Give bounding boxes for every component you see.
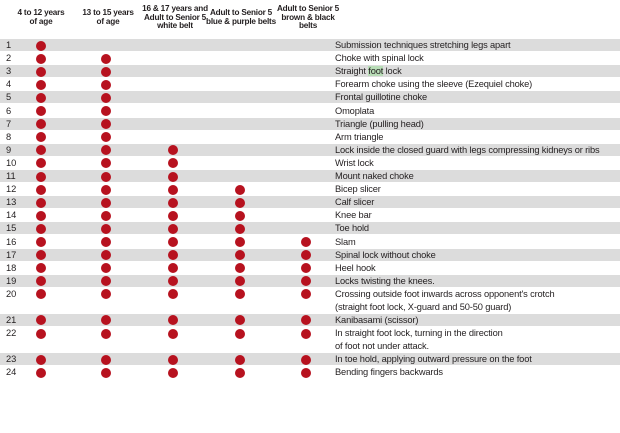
prohibited-dot (36, 145, 46, 155)
technique-text: Locks twisting the knees. (335, 275, 435, 286)
prohibited-dot (101, 250, 111, 260)
table-row (0, 274, 620, 287)
prohibited-dot (36, 158, 46, 168)
prohibited-dot (235, 237, 245, 247)
prohibited-dot (168, 315, 178, 325)
row-number: 1 (6, 40, 12, 50)
table-row (0, 169, 620, 182)
technique-text: (straight foot lock, X-guard and 50-50 guard) (335, 301, 512, 312)
prohibited-dot (101, 329, 111, 339)
table-row (0, 90, 620, 103)
prohibited-dot (101, 172, 111, 182)
technique-text: Omoplata (335, 105, 375, 116)
prohibited-dot (301, 263, 311, 273)
technique-text: Straight foot lock (335, 66, 402, 77)
technique-text: Bending fingers backwards (335, 367, 443, 378)
technique-text: Frontal guillotine choke (335, 92, 428, 103)
row-number: 23 (6, 354, 17, 364)
technique-text: Lock inside the closed guard with legs compressing kidneys or ribs (335, 144, 600, 155)
prohibited-dot (168, 224, 178, 234)
technique-text: Mount naked choke (335, 171, 414, 181)
table-row (0, 104, 620, 117)
row-number: 20 (6, 288, 17, 299)
prohibited-dot (101, 263, 111, 273)
prohibited-dot (235, 289, 245, 299)
technique-text: Knee bar (335, 210, 372, 221)
prohibited-dot (36, 106, 46, 116)
row-number: 6 (6, 105, 12, 116)
column-header: Adult to Senior 5 brown & black belts (276, 4, 340, 31)
prohibited-dot (235, 198, 245, 208)
table-row (0, 130, 620, 143)
row-number: 16 (6, 236, 17, 247)
prohibited-dot (101, 355, 111, 365)
prohibited-dot (235, 315, 245, 325)
technique-text: Crossing outside foot inwards across opponent's crotch (335, 288, 555, 299)
prohibited-dot (101, 132, 111, 142)
prohibited-dot (36, 329, 46, 339)
table-row (0, 352, 620, 365)
technique-text: Slam (335, 236, 356, 247)
prohibited-dot (101, 224, 111, 234)
table-row (0, 156, 620, 169)
prohibited-dot (235, 329, 245, 339)
prohibited-dot (235, 263, 245, 273)
prohibited-dot (168, 263, 178, 273)
prohibited-dot (168, 158, 178, 168)
prohibited-dot (36, 368, 46, 378)
prohibited-dot (168, 368, 178, 378)
prohibited-dot (36, 67, 46, 77)
row-number: 9 (6, 144, 12, 155)
row-number: 18 (6, 262, 17, 273)
prohibited-dot (168, 185, 178, 195)
prohibited-dot (36, 211, 46, 221)
row-number: 13 (6, 197, 17, 208)
prohibited-dot (168, 355, 178, 365)
table-row (0, 261, 620, 274)
row-number: 5 (6, 92, 12, 103)
prohibited-dot (36, 224, 46, 234)
technique-text: Kanibasami (scissor) (335, 314, 419, 325)
technique-text: Choke with spinal lock (335, 53, 424, 64)
prohibited-dot (235, 185, 245, 195)
table-row (0, 235, 620, 248)
prohibited-dot (36, 132, 46, 142)
prohibited-dot (235, 355, 245, 365)
row-number: 11 (6, 171, 16, 181)
prohibited-dot (168, 250, 178, 260)
prohibited-dot (101, 80, 111, 90)
prohibited-dot (36, 185, 46, 195)
column-header: Adult to Senior 5 blue & purple belts (206, 8, 276, 26)
prohibited-dot (301, 289, 311, 299)
prohibited-dot (101, 67, 111, 77)
prohibited-dot (301, 329, 311, 339)
prohibited-dot (301, 250, 311, 260)
prohibited-dot (101, 276, 111, 286)
prohibited-dot (101, 198, 111, 208)
technique-text: Spinal lock without choke (335, 249, 436, 260)
prohibited-dot (168, 329, 178, 339)
column-header: 4 to 12 years of age (17, 8, 65, 26)
table-row (0, 51, 620, 64)
table-row (0, 195, 620, 208)
row-number: 17 (6, 249, 17, 260)
prohibited-dot (301, 355, 311, 365)
prohibited-dot (36, 315, 46, 325)
prohibited-dot (168, 145, 178, 155)
prohibited-dot (101, 368, 111, 378)
table-row (0, 77, 620, 90)
prohibited-dot (168, 198, 178, 208)
table-row (0, 326, 620, 352)
prohibited-dot (36, 54, 46, 64)
technique-text: Triangle (pulling head) (335, 118, 424, 129)
prohibited-dot (36, 237, 46, 247)
prohibited-dot (301, 276, 311, 286)
prohibited-dot (36, 41, 46, 51)
prohibited-dot (168, 172, 178, 182)
prohibited-dot (36, 93, 46, 103)
technique-text: In toe hold, applying outward pressure on the foot (335, 354, 532, 364)
column-header: 13 to 15 years of age (82, 8, 134, 26)
technique-text: of foot not under attack. (335, 341, 429, 351)
technique-text: Toe hold (335, 223, 369, 234)
technique-text: Submission techniques stretching legs apart (335, 40, 511, 50)
prohibited-dot (36, 276, 46, 286)
technique-text: Forearm choke using the sleeve (Ezequiel choke) (335, 79, 533, 90)
prohibited-dot (101, 289, 111, 299)
prohibited-dot (36, 289, 46, 299)
prohibited-dot (301, 368, 311, 378)
prohibited-dot (36, 263, 46, 273)
prohibited-dot (168, 276, 178, 286)
prohibited-dot (36, 250, 46, 260)
row-number: 24 (6, 367, 17, 378)
highlighted-word: foot (368, 66, 384, 77)
prohibited-dot (301, 237, 311, 247)
prohibited-dot (101, 237, 111, 247)
prohibited-dot (235, 250, 245, 260)
row-number: 8 (6, 131, 12, 142)
technique-text: Arm triangle (335, 131, 384, 142)
prohibited-dot (36, 172, 46, 182)
technique-text: Heel hook (335, 262, 376, 273)
table-row (0, 313, 620, 326)
prohibited-dot (168, 237, 178, 247)
table-row (0, 143, 620, 156)
prohibited-dot (235, 224, 245, 234)
table-row (0, 117, 620, 130)
table-row (0, 38, 620, 51)
technique-text: In straight foot lock, turning in the direction (335, 328, 503, 338)
prohibited-dot (36, 198, 46, 208)
prohibited-dot (168, 289, 178, 299)
table-row (0, 248, 620, 261)
prohibited-dot (36, 80, 46, 90)
row-number: 7 (6, 118, 12, 129)
technique-text: Wrist lock (335, 157, 374, 168)
table-row (0, 182, 620, 195)
prohibited-dot (101, 106, 111, 116)
prohibited-dot (101, 158, 111, 168)
row-number: 10 (6, 157, 17, 168)
prohibited-dot (101, 145, 111, 155)
prohibited-dot (235, 211, 245, 221)
prohibited-dot (101, 54, 111, 64)
prohibited-dot (101, 185, 111, 195)
prohibited-dot (101, 211, 111, 221)
prohibited-dot (36, 355, 46, 365)
technique-text: Calf slicer (335, 197, 375, 208)
table-row (0, 208, 620, 221)
table-row (0, 64, 620, 77)
prohibited-dot (36, 119, 46, 129)
row-number: 4 (6, 79, 12, 90)
row-number: 2 (6, 53, 12, 64)
row-number: 14 (6, 210, 17, 221)
table-row (0, 221, 620, 234)
row-number: 15 (6, 223, 17, 234)
prohibited-dot (168, 211, 178, 221)
prohibited-dot (101, 315, 111, 325)
row-number: 21 (6, 314, 17, 325)
column-header: 16 & 17 years and Adult to Senior 5 white belt (142, 4, 208, 31)
prohibited-dot (101, 119, 111, 129)
row-number: 19 (6, 275, 17, 286)
table-row (0, 365, 620, 378)
row-number: 12 (6, 184, 17, 195)
prohibited-dot (235, 276, 245, 286)
prohibited-dot (235, 368, 245, 378)
technique-text: Bicep slicer (335, 184, 381, 195)
table-row (0, 287, 620, 313)
row-number: 22 (6, 328, 17, 338)
prohibited-dot (101, 93, 111, 103)
row-number: 3 (6, 66, 12, 77)
prohibited-dot (301, 315, 311, 325)
